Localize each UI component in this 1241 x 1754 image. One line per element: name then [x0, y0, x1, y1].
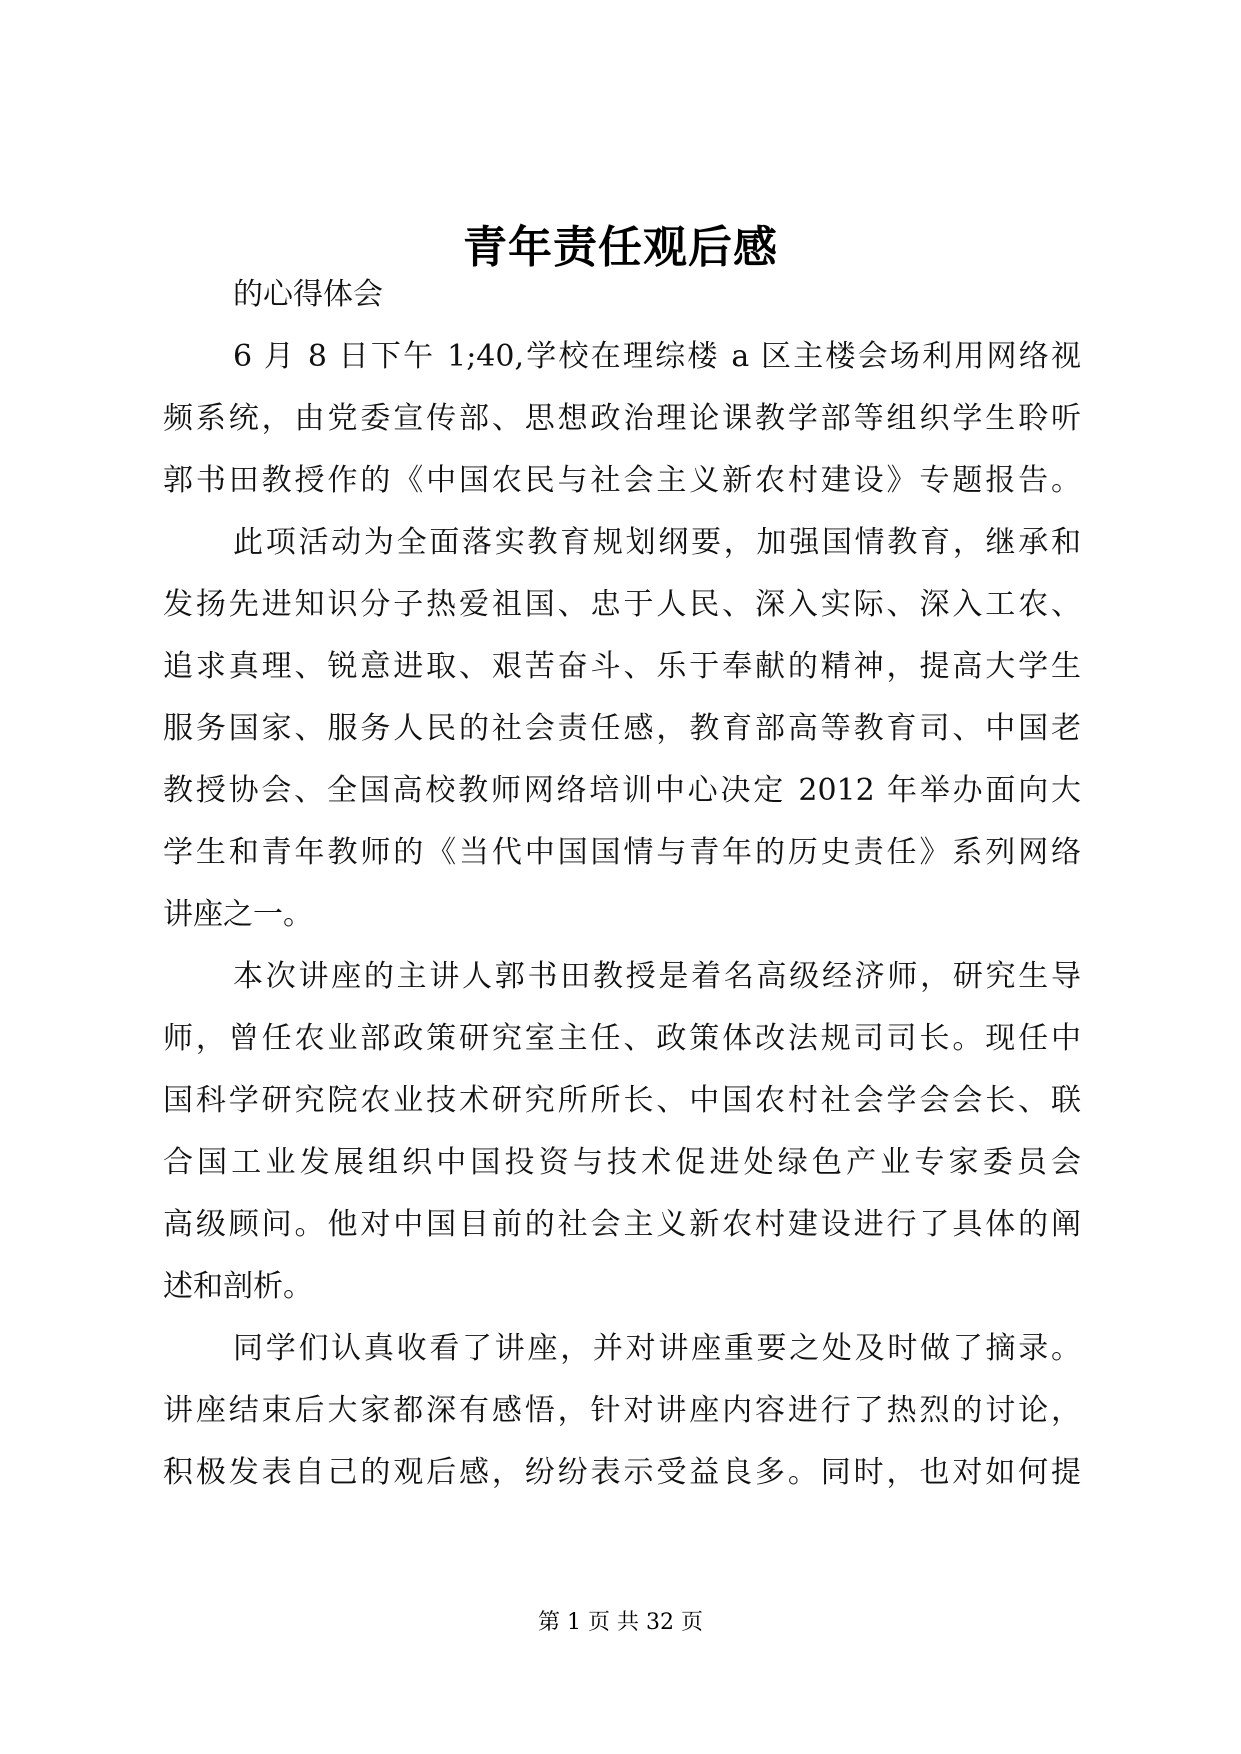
body-line: 的心得体会 — [233, 277, 383, 312]
body-line: 教授协会、全国高校教师网络培训中心决定 2012 年举办面向大 — [163, 773, 1081, 808]
body-line: 同学们认真收看了讲座，并对讲座重要之处及时做了摘录。 — [233, 1331, 1081, 1366]
body-line: 讲座之一。 — [163, 897, 313, 932]
body-line: 此项活动为全面落实教育规划纲要，加强国情教育，继承和 — [233, 525, 1081, 560]
body-line: 述和剖析。 — [163, 1269, 313, 1304]
body-line: 师，曾任农业部政策研究室主任、政策体改法规司司长。现任中 — [163, 1021, 1081, 1056]
body-line: 国科学研究院农业技术研究所所长、中国农村社会学会会长、联 — [163, 1083, 1081, 1118]
body-line: 6 月 8 日下午 1;40,学校在理综楼 a 区主楼会场利用网络视 — [233, 339, 1081, 374]
body-line: 发扬先进知识分子热爱祖国、忠于人民、深入实际、深入工农、 — [163, 587, 1081, 622]
body-line: 积极发表自己的观后感，纷纷表示受益良多。同时，也对如何提 — [163, 1455, 1081, 1490]
body-line: 本次讲座的主讲人郭书田教授是着名高级经济师，研究生导 — [233, 959, 1081, 994]
body-line: 讲座结束后大家都深有感悟，针对讲座内容进行了热烈的讨论， — [163, 1393, 1081, 1428]
body-line: 服务国家、服务人民的社会责任感，教育部高等教育司、中国老 — [163, 711, 1081, 746]
page-number: 第 1 页 共 32 页 — [538, 1610, 703, 1635]
body-line: 追求真理、锐意进取、艰苦奋斗、乐于奉献的精神，提高大学生 — [163, 649, 1081, 684]
document-body — [163, 264, 1081, 1504]
body-line: 合国工业发展组织中国投资与技术促进处绿色产业专家委员会 — [163, 1145, 1081, 1180]
body-line: 学生和青年教师的《当代中国国情与青年的历史责任》系列网络 — [163, 835, 1081, 870]
body-line: 高级顾问。他对中国目前的社会主义新农村建设进行了具体的阐 — [163, 1207, 1081, 1242]
body-line: 郭书田教授作的《中国农民与社会主义新农村建设》专题报告。 — [163, 463, 1081, 498]
document-title: 青年责任观后感 — [463, 222, 778, 273]
body-line: 频系统，由党委宣传部、思想政治理论课教学部等组织学生聆听 — [163, 401, 1081, 436]
